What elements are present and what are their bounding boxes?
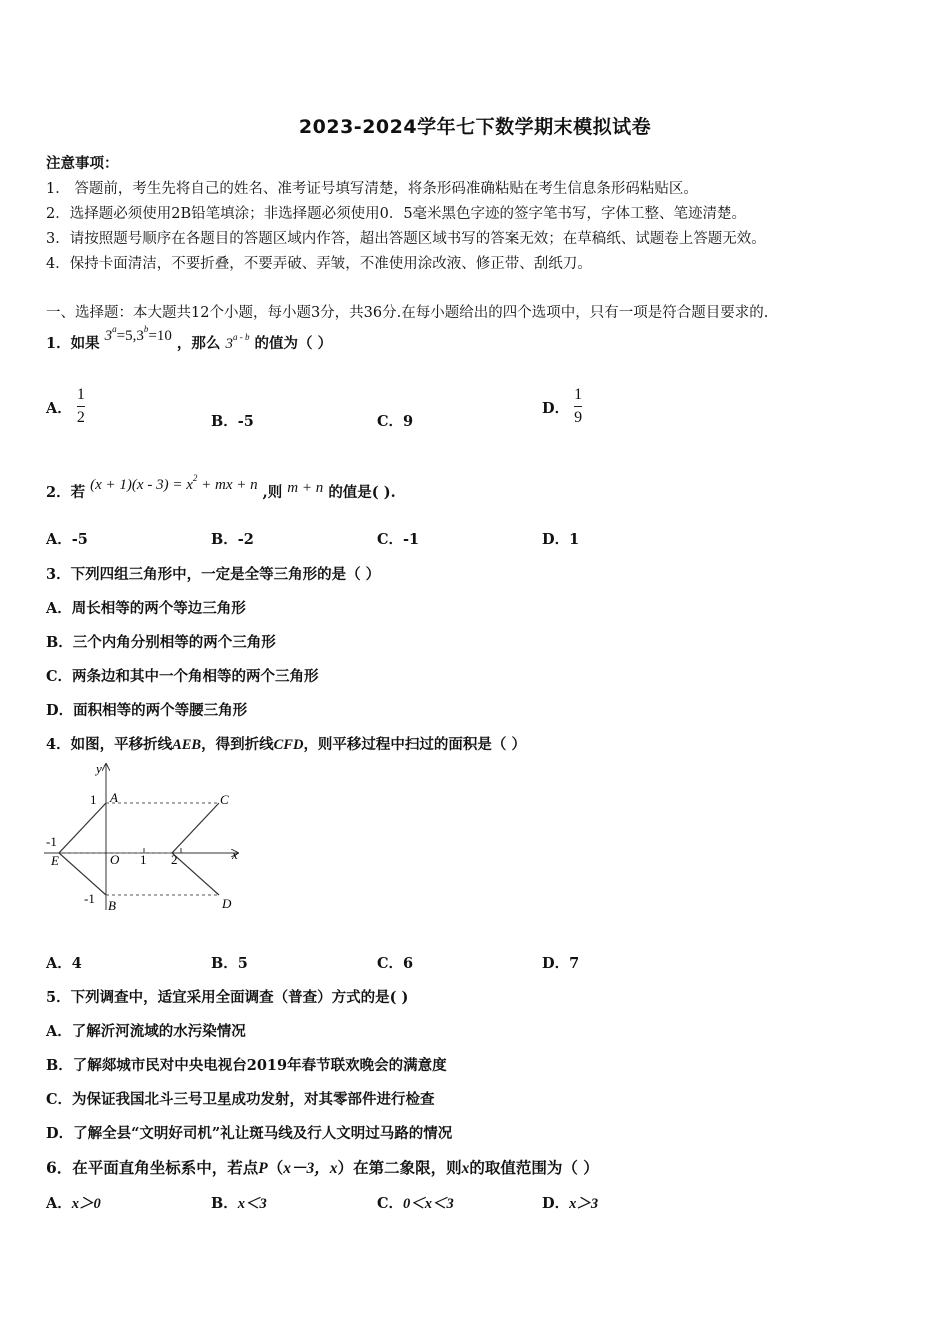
q4-aeb: AEB: [172, 737, 202, 753]
question-1: [46, 324, 333, 353]
q1-option-b: B．-5: [211, 413, 254, 430]
q6-point-p: P: [258, 1160, 268, 1177]
q2-option-d: D．1: [542, 531, 580, 548]
q4-figure: [44, 760, 254, 920]
label-point-d: D: [222, 896, 232, 911]
q1-option-a-fraction: $\frac{1}{2}$: [76, 386, 85, 426]
label-point-a: A: [110, 790, 118, 805]
q2-option-c: C．-1: [377, 531, 420, 548]
q4-option-c: C．6: [377, 955, 414, 972]
notice-item-4: 4．保持卡面清洁，不要折叠，不要弄破、弄皱，不准使用涂改液、修正带、刮纸刀。: [46, 256, 592, 272]
label-point-b: B: [108, 898, 116, 913]
label-tick-2: 2: [171, 852, 178, 867]
q6-option-b: B．x＜3: [211, 1195, 267, 1212]
label-point-e: E: [51, 853, 59, 868]
q1-condition: $3^a=5,3^b=10$: [104, 324, 172, 344]
notice-item-1: 1． 答题前，考生先将自己的姓名、准考证号填写清楚，将条形码准确粘贴在考生信息条形码粘贴区。: [46, 181, 698, 197]
q3-option-b: B．三个内角分别相等的两个三角形: [46, 634, 276, 651]
q2-post: 的值是( ).: [328, 484, 396, 501]
q3-option-d: D．面积相等的两个等腰三角形: [46, 702, 248, 719]
label-tick-1: 1: [140, 852, 147, 867]
q5-option-a: A．了解沂河流域的水污染情况: [46, 1023, 246, 1040]
q1-option-c: C．9: [377, 413, 414, 430]
q1-expression: 3$^{a - b}$: [225, 332, 250, 352]
q6-variable-x: x: [461, 1160, 470, 1177]
q3-option-a: A．周长相等的两个等边三角形: [46, 600, 246, 617]
q5-option-b: B．了解郯城市民对中央电视台2019年春节联欢晚会的满意度: [46, 1057, 447, 1074]
page-title: 2023-2024学年七下数学期末模拟试卷: [298, 116, 652, 138]
q2-option-a: A．-5: [46, 531, 88, 548]
question-3: 3．下列四组三角形中，一定是全等三角形的是（ ）: [46, 566, 381, 583]
q4-cfd: CFD: [273, 737, 304, 753]
q6-coordinates: x－3，x: [283, 1160, 338, 1177]
q5-option-d: D．了解全县“文明好司机”礼让斑马线及行人文明过马路的情况: [46, 1125, 453, 1142]
label-y-tick-1: 1: [90, 792, 97, 807]
q4-option-d: D．7: [542, 955, 580, 972]
section-heading: 一、选择题：本大题共12个小题，每小题3分，共36分.在每小题给出的四个选项中，只有一项是符合题目要求的.: [46, 305, 769, 321]
q1-mid: ，那么: [176, 335, 221, 352]
q2-pre: 2．若: [46, 484, 86, 501]
label-x-axis: x: [232, 847, 238, 862]
q6-option-c: C．0＜x＜3: [377, 1195, 454, 1212]
label-y-axis: y: [96, 761, 102, 776]
q4-option-a: A．4: [46, 955, 82, 972]
q6-option-a: A．x＞0: [46, 1195, 101, 1212]
question-2: [46, 473, 396, 502]
polyline-aeb: [59, 803, 106, 895]
notice-item-3: 3．请按照题号顺序在各题目的答题区域内作答，超出答题区域书写的答案无效；在草稿纸、试题卷上答题无效。: [46, 231, 766, 247]
q1-option-d: D． $\frac{1}{9}$: [542, 386, 583, 426]
q1-pre: 1．如果: [46, 335, 100, 352]
q6-option-d: D．x＞3: [542, 1195, 599, 1212]
label-x-tick-neg1: -1: [46, 834, 57, 849]
label-y-tick-neg1: -1: [84, 891, 95, 906]
notice-heading: 注意事项：: [46, 155, 119, 172]
notice-item-2: 2．选择题必须使用2B铅笔填涂；非选择题必须使用0．5毫米黑色字迹的签字笔书写，字体工整、笔迹清楚。: [46, 206, 747, 222]
label-point-c: C: [220, 792, 229, 807]
q1-option-d-fraction: $\frac{1}{9}$: [574, 386, 583, 426]
q2-mn: m + n: [287, 480, 324, 496]
question-5: 5．下列调查中，适宜采用全面调查（普查）方式的是( ): [46, 989, 409, 1006]
q4-option-b: B．5: [211, 955, 248, 972]
q2-option-b: B．-2: [211, 531, 254, 548]
question-4: 4．如图，平移折线AEB，得到折线CFD，则平移过程中扫过的面积是（ ）: [46, 736, 526, 753]
q1-option-a: A． $\frac{1}{2}$: [46, 386, 85, 426]
question-6: 6．在平面直角坐标系中，若点P（x－3，x）在第二象限，则x的取值范围为（ ）: [46, 1158, 599, 1177]
q1-post: 的值为（ ）: [254, 335, 333, 352]
q2-equation: $(x + 1)(x - 3) = x^2$ + mx + n: [90, 473, 258, 493]
q2-mid: ,则: [262, 484, 283, 501]
polyline-cfd: [172, 803, 219, 895]
q5-option-c: C．为保证我国北斗三号卫星成功发射，对其零部件进行检查: [46, 1091, 435, 1108]
q3-option-c: C．两条边和其中一个角相等的两个三角形: [46, 668, 319, 685]
label-origin: O: [110, 852, 120, 867]
